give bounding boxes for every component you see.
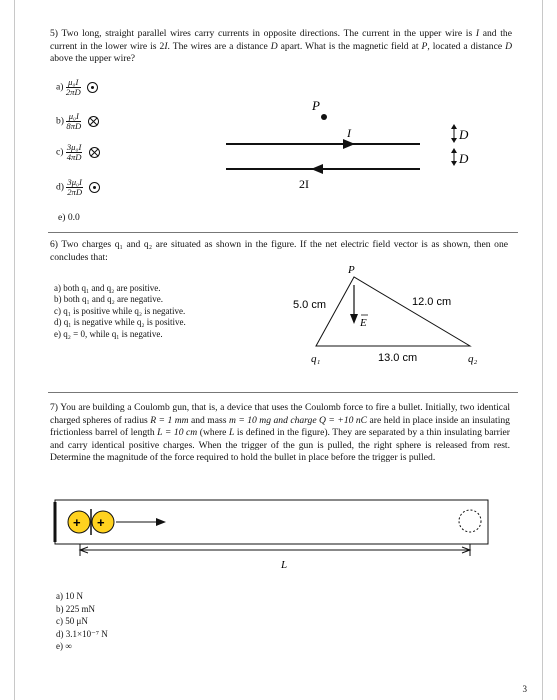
fraction-denominator: 2πD (65, 87, 81, 97)
q6-option-c[interactable]: c) q₁ is positive while q₂ is negative. (54, 305, 186, 316)
q7-option-a[interactable]: a) 10 N (56, 591, 83, 601)
q7-text: 7) You are building a Coulomb gun, that is, a device that uses the Coulomb force to fire a bullet. Initially, two identical charged spheres of radius R = 1 mm and mass m = 10 mg and charge Q = +10 nC are held in place inside an insulating frictionless barrel of length L = 10 cm (where L is defined in the figure). They are separated by a thin insulating barrier and carry identical positive charges. When the trigger of the gun is pulled, the right sphere is released from rest. Determine the magnitude of the force required to hold the bullet in place before the trigger is pulled. (50, 402, 510, 464)
q7-options (56, 590, 108, 653)
q5-option-e[interactable]: e) 0.0 (58, 212, 80, 223)
q6-option-e[interactable]: e) q₂ = 0, while q₁ is negative. (54, 328, 163, 339)
q7-option-c[interactable]: c) 50 μN (56, 616, 88, 626)
fraction-numerator: μ₀I (66, 78, 81, 88)
side-bottom-label: 13.0 cm (378, 352, 418, 364)
q6-option-d[interactable]: d) q₁ is negative while q₂ is positive. (54, 317, 186, 328)
q7-option-b[interactable]: b) 225 mN (56, 603, 95, 614)
option-label: c) (56, 146, 64, 158)
point-p-label: P (312, 98, 320, 113)
distance-d-lower: D (459, 151, 469, 166)
field-e-label: E (360, 317, 367, 329)
q5-text: 5) Two long, straight parallel wires carry currents in opposite directions. The current in the upper wire is I and the current in the lower wire is 2I. The wires are a distance D apart. What is the magnetic field at P, located a distance D above the upper wire? (50, 28, 513, 65)
fraction-denominator: 2πD (67, 187, 83, 197)
side-right-label: 12.0 cm (412, 296, 452, 308)
point-p-label: P (348, 264, 355, 276)
side-left-label: 5.0 cm (293, 299, 327, 311)
page-number: 3 (522, 684, 527, 694)
fraction-numerator: 3μ₀I (67, 177, 82, 187)
option-label: d) (56, 181, 64, 193)
fraction-denominator: 4πD (66, 152, 82, 162)
charge-q1-label: q₁ (311, 353, 321, 365)
distance-d-upper: D (459, 127, 469, 142)
option-label: b) (56, 115, 64, 127)
charge-q2-label: q₂ (468, 353, 478, 365)
fraction-numerator: 3μ₀I (66, 142, 82, 152)
q6-text: 6) Two charges q₁ and q₂ are situated as shown in the figure. If the net electric field vector is as shown, then one concludes that: (50, 239, 508, 263)
lower-current-label: 2I (299, 177, 309, 191)
option-label: a) (56, 81, 64, 93)
upper-current-label: I (347, 126, 351, 140)
length-l-label: L (281, 559, 288, 571)
q7-option-e[interactable]: e) ∞ (56, 641, 72, 651)
plus-sign-left: + (73, 515, 81, 530)
fraction-denominator: 8πD (66, 121, 82, 131)
q6-option-b[interactable]: b) both q₁ and q₂ are negative. (54, 294, 163, 305)
plus-sign-right: + (97, 515, 105, 530)
q6-option-a[interactable]: a) both q₁ and q₂ are positive. (54, 283, 161, 293)
fraction-numerator: μ₀I (66, 112, 81, 122)
q7-option-d[interactable]: d) 3.1×10⁻⁷ N (56, 628, 108, 639)
